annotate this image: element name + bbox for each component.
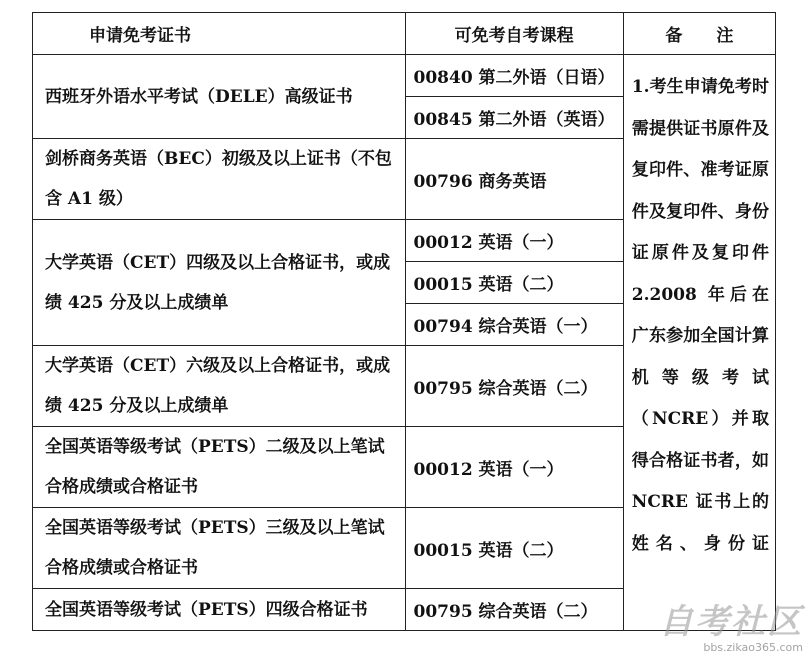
watermark-url: bbs.zikao365.com (703, 641, 803, 654)
course-cell: 00015 英语（二） (405, 508, 623, 589)
site-watermark (643, 603, 803, 661)
course-cell: 00796 商务英语 (405, 139, 623, 220)
certificate-cell: 大学英语（CET）六级及以上合格证书，或成绩 425 分及以上成绩单 (33, 346, 406, 427)
watermark-logo-text: 自考社区 (659, 602, 803, 642)
certificate-cell: 大学英语（CET）四级及以上合格证书，或成绩 425 分及以上成绩单 (33, 220, 406, 346)
certificate-cell: 全国英语等级考试（PETS）四级合格证书 (33, 589, 406, 631)
table-row (33, 55, 776, 97)
course-cell: 00015 英语（二） (405, 262, 623, 304)
course-cell: 00794 综合英语（一） (405, 304, 623, 346)
certificate-cell: 全国英语等级考试（PETS）二级及以上笔试合格成绩或合格证书 (33, 427, 406, 508)
certificate-cell: 全国英语等级考试（PETS）三级及以上笔试合格成绩或合格证书 (33, 508, 406, 589)
course-cell: 00840 第二外语（日语） (405, 55, 623, 97)
remark-item: 2.2008 年后在广东参加全国计算机等级考试（NCRE）并取得合格证书者，如 NCRE 证书上的姓名、身份证 (631, 284, 769, 554)
table-header-row (33, 13, 776, 55)
remark-item: 1.考生申请免考时需提供证书原件及复印件、准考证原件及复印件、身份证原件及复印件 (631, 77, 769, 263)
header-certificate: 申请免考证书 (33, 13, 406, 55)
course-cell: 00795 综合英语（二） (405, 346, 623, 427)
course-cell: 00845 第二外语（英语） (405, 97, 623, 139)
header-remarks: 备 注 (623, 13, 775, 55)
course-cell: 00795 综合英语（二） (405, 589, 623, 631)
header-courses: 可免考自考课程 (405, 13, 623, 55)
remarks-cell (623, 55, 775, 631)
exemption-table (32, 12, 776, 631)
course-cell: 00012 英语（一） (405, 427, 623, 508)
certificate-cell: 剑桥商务英语（BEC）初级及以上证书（不包含 A1 级） (33, 139, 406, 220)
certificate-cell: 西班牙外语水平考试（DELE）高级证书 (33, 55, 406, 139)
course-cell: 00012 英语（一） (405, 220, 623, 262)
